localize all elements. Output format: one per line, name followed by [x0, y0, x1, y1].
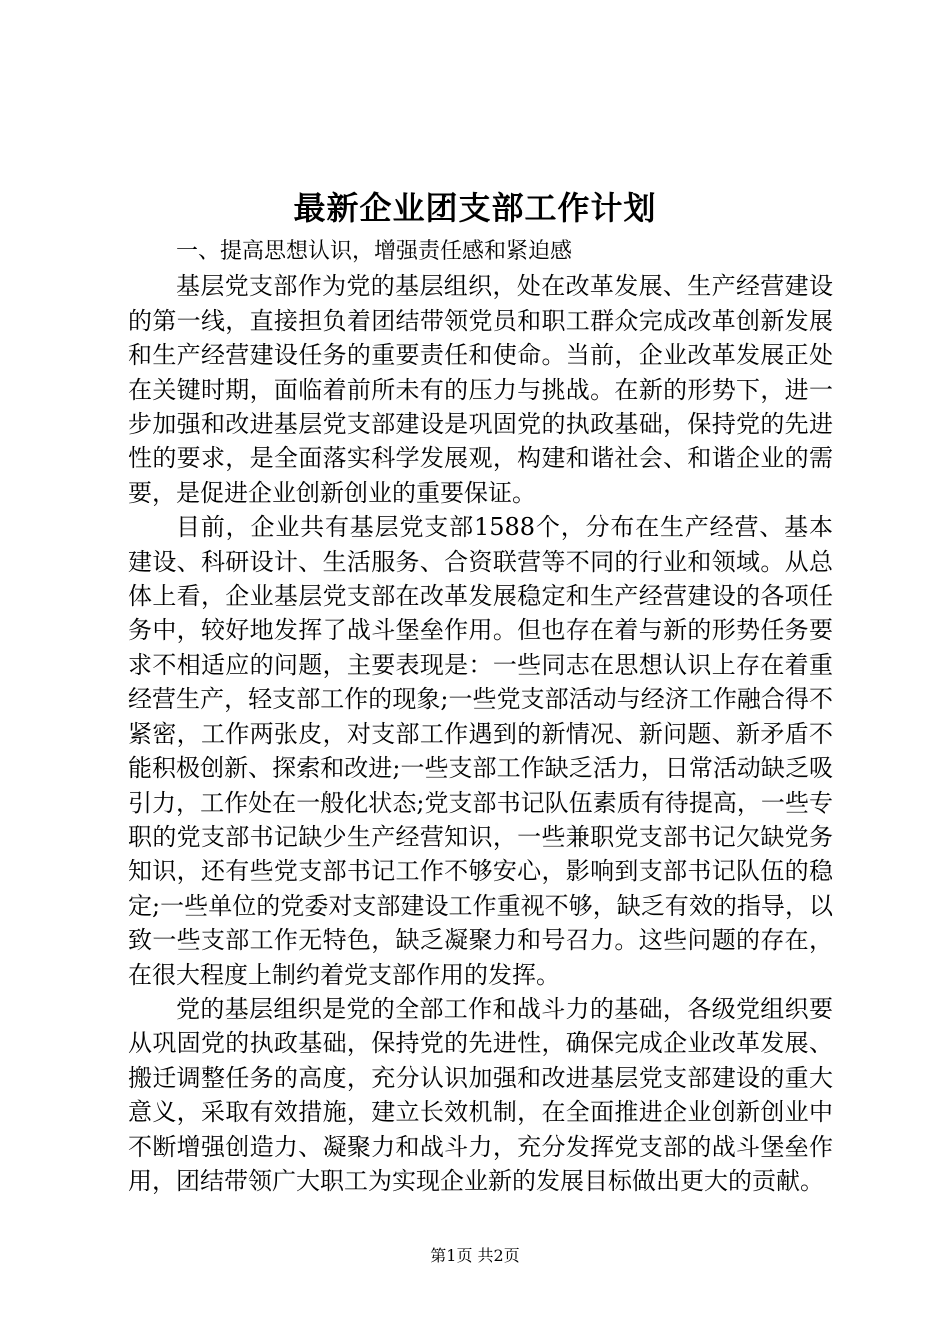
page-footer: 第1页 共2页 — [430, 1246, 520, 1265]
paragraph-3: 党的基层组织是党的全部工作和战斗力的基础，各级党组织要从巩固党的执政基础，保持党的先进性，确保完成企业改革发展、搬迁调整任务的高度，充分认识加强和改进基层党支部建设的重大意义，采取有效措施，建立长效机制，在全面推进企业创新创业中不断增强创造力、凝聚力和战斗力，充分发挥党支部的战斗堡垒作用，团结带领广大职工为实现企业新的发展目标做出更大的贡献。 — [128, 994, 833, 1195]
paragraph-1: 基层党支部作为党的基层组织，处在改革发展、生产经营建设的第一线，直接担负着团结带领党员和职工群众完成改革创新发展和生产经营建设任务的重要责任和使命。当前，企业改革发展正处在关键时期，面临着前所未有的压力与挑战。在新的形势下，进一步加强和改进基层党支部建设是巩固党的执政基础，保持党的先进性的要求，是全面落实科学发展观，构建和谐社会、和谐企业的需要，是促进企业创新创业的重要保证。 — [128, 272, 833, 507]
document-body — [128, 235, 833, 1198]
section-heading: 一、提高思想认识，增强责任感和紧迫感 — [176, 239, 573, 264]
paragraph-2: 目前，企业共有基层党支部1588个，分布在生产经营、基本建设、科研设计、生活服务、合资联营等不同的行业和领域。从总体上看，企业基层党支部在改革发展稳定和生产经营建设的各项任务中，较好地发挥了战斗堡垒作用。但也存在着与新的形势任务要求不相适应的问题，主要表现是：一些同志在思想认识上存在着重经营生产，轻支部工作的现象;一些党支部活动与经济工作融合得不紧密，工作两张皮，对支部工作遇到的新情况、新问题、新矛盾不能积极创新、探索和改进;一些支部工作缺乏活力，日常活动缺乏吸引力，工作处在一般化状态;党支部书记队伍素质有待提高，一些专职的党支部书记缺少生产经营知识，一些兼职党支部书记欠缺党务知识，还有些党支部书记工作不够安心，影响到支部书记队伍的稳定;一些单位的党委对支部建设工作重视不够，缺乏有效的指导，以致一些支部工作无特色，缺乏凝聚力和号召力。这些问题的存在，在很大程度上制约着党支部作用的发挥。 — [128, 513, 833, 989]
document-title: 最新企业团支部工作计划 — [293, 189, 657, 227]
